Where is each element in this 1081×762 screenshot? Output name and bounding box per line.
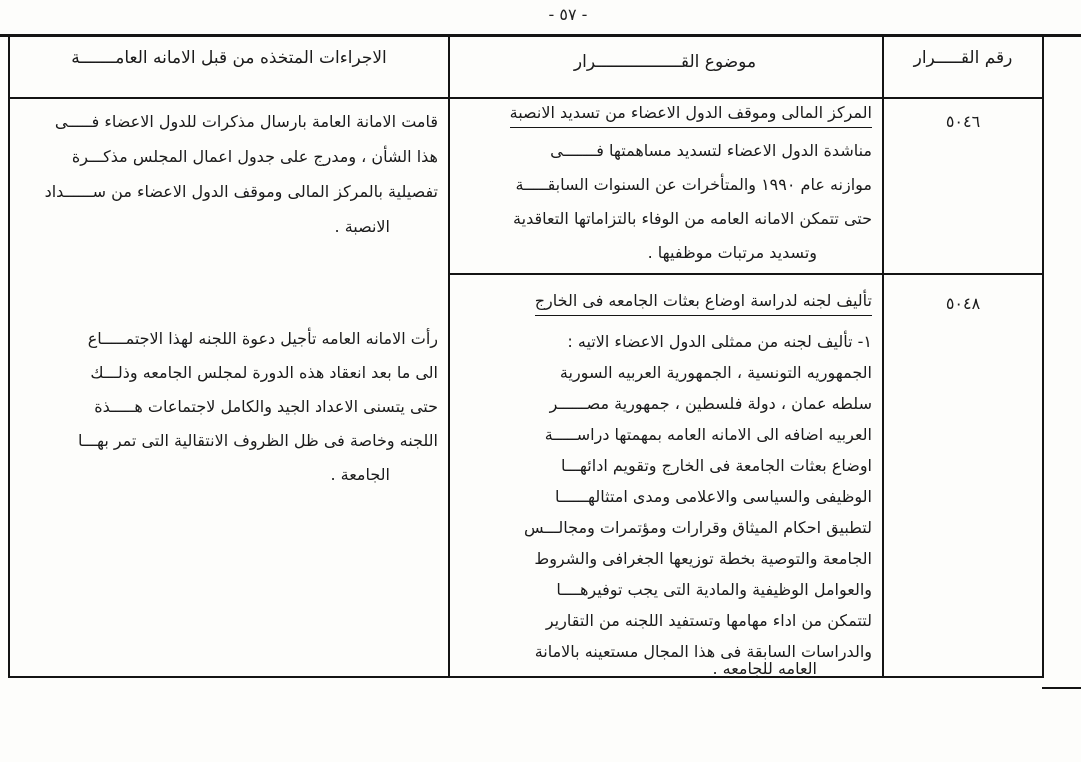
col-header-actions: الاجراءات المتخذه من قبل الامانه العامـــــــة — [71, 48, 387, 68]
row-divider — [449, 273, 1043, 275]
subject-line: سلطه عمان ، دولة فلسطين ، جمهورية مصــــــر — [549, 394, 872, 413]
subject-line: الجامعة والتوصية بخطة توزيعها الجغرافى والشروط — [534, 549, 872, 568]
action-line: الانصبة . — [334, 217, 390, 236]
resolution-number-5048: ٥٠٤٨ — [945, 294, 981, 313]
subject-title: المركز المالى وموقف الدول الاعضاء من تسديد الانصبة — [458, 98, 872, 128]
bottom-right-border-stub — [1042, 687, 1081, 689]
subject-line: ١- تأليف لجنه من ممثلى الدول الاعضاء الاتيه : — [567, 332, 872, 351]
action-line: قامت الامانة العامة بارسال مذكرات للدول الاعضاء فـــــى — [54, 112, 438, 131]
subject-line: الجمهوريه التونسية ، الجمهورية العربيه السورية — [559, 363, 872, 382]
action-line: هذا الشأن ، ومدرج على جدول اعمال المجلس مذكـــرة — [71, 147, 438, 166]
action-line: اللجنه وخاصة فى ظل الظروف الانتقالية التى تمر بهـــا — [78, 431, 438, 450]
col-header-subject: موضوع القـــــــــــــــــرار — [573, 52, 757, 72]
action-line: رأت الامانه العامه تأجيل دعوة اللجنه لهذا الاجتمـــــاع — [87, 329, 438, 348]
action-line: الجامعة . — [330, 465, 390, 484]
column-divider-subject-number — [882, 34, 884, 678]
table-right-border — [1042, 34, 1044, 678]
subject-cell-5048 — [458, 286, 872, 680]
table-top-border — [0, 34, 1081, 37]
subject-line: موازنه عام ١٩٩٠ والمتأخرات عن السنوات السابقـــــة — [515, 175, 872, 194]
col-header-number: رقم القـــــرار — [913, 48, 1013, 68]
action-line: الى ما بعد انعقاد هذه الدورة لمجلس الجامعه وذلـــك — [90, 363, 438, 382]
subject-line: والدراسات السابقة فى هذا المجال مستعينه بالامانة — [534, 642, 872, 661]
subject-title: تأليف لجنه لدراسة اوضاع بعثات الجامعه فى الخارج — [458, 286, 872, 316]
subject-line: وتسديد مرتبات موظفيها . — [647, 243, 817, 262]
subject-line: والعوامل الوظيفية والمادية التى يجب توفيرهــــا — [556, 580, 872, 599]
action-line: تفصيلية بالمركز المالى وموقف الدول الاعضاء من ســــــداد — [44, 182, 438, 201]
subject-line: مناشدة الدول الاعضاء لتسديد مساهمتها فـــــــى — [550, 141, 872, 160]
column-divider-actions-subject — [448, 37, 450, 678]
subject-line: اوضاع بعثات الجامعة فى الخارج وتقويم ادائهـــا — [560, 456, 872, 475]
subject-line: العربيه اضافه الى الامانه العامه بمهمتها دراســـــة — [544, 425, 872, 444]
action-line: حتى يتسنى الاعداد الجيد والكامل لاجتماعات هـــــذة — [94, 397, 438, 416]
subject-line: لتتمكن من اداء مهامها وتستفيد اللجنه من التقارير — [545, 611, 872, 630]
subject-line: الوظيفى والسياسى والاعلامى ومدى امتثالهــــــا — [555, 487, 872, 506]
actions-cell-5048 — [20, 322, 438, 492]
table-left-border — [8, 37, 10, 678]
subject-line: العامه للجامعه . — [712, 659, 817, 678]
subject-line: لتطبيق احكام الميثاق وقرارات ومؤتمرات ومجالـــس — [523, 518, 872, 537]
resolution-number-5046: ٥٠٤٦ — [945, 112, 981, 131]
actions-cell-5046 — [20, 104, 438, 244]
subject-line: حتى تتمكن الامانه العامه من الوفاء بالتزاماتها التعاقدية — [513, 209, 872, 228]
subject-cell-5046 — [458, 98, 872, 270]
page-number: - ٥٧ - — [548, 5, 588, 24]
